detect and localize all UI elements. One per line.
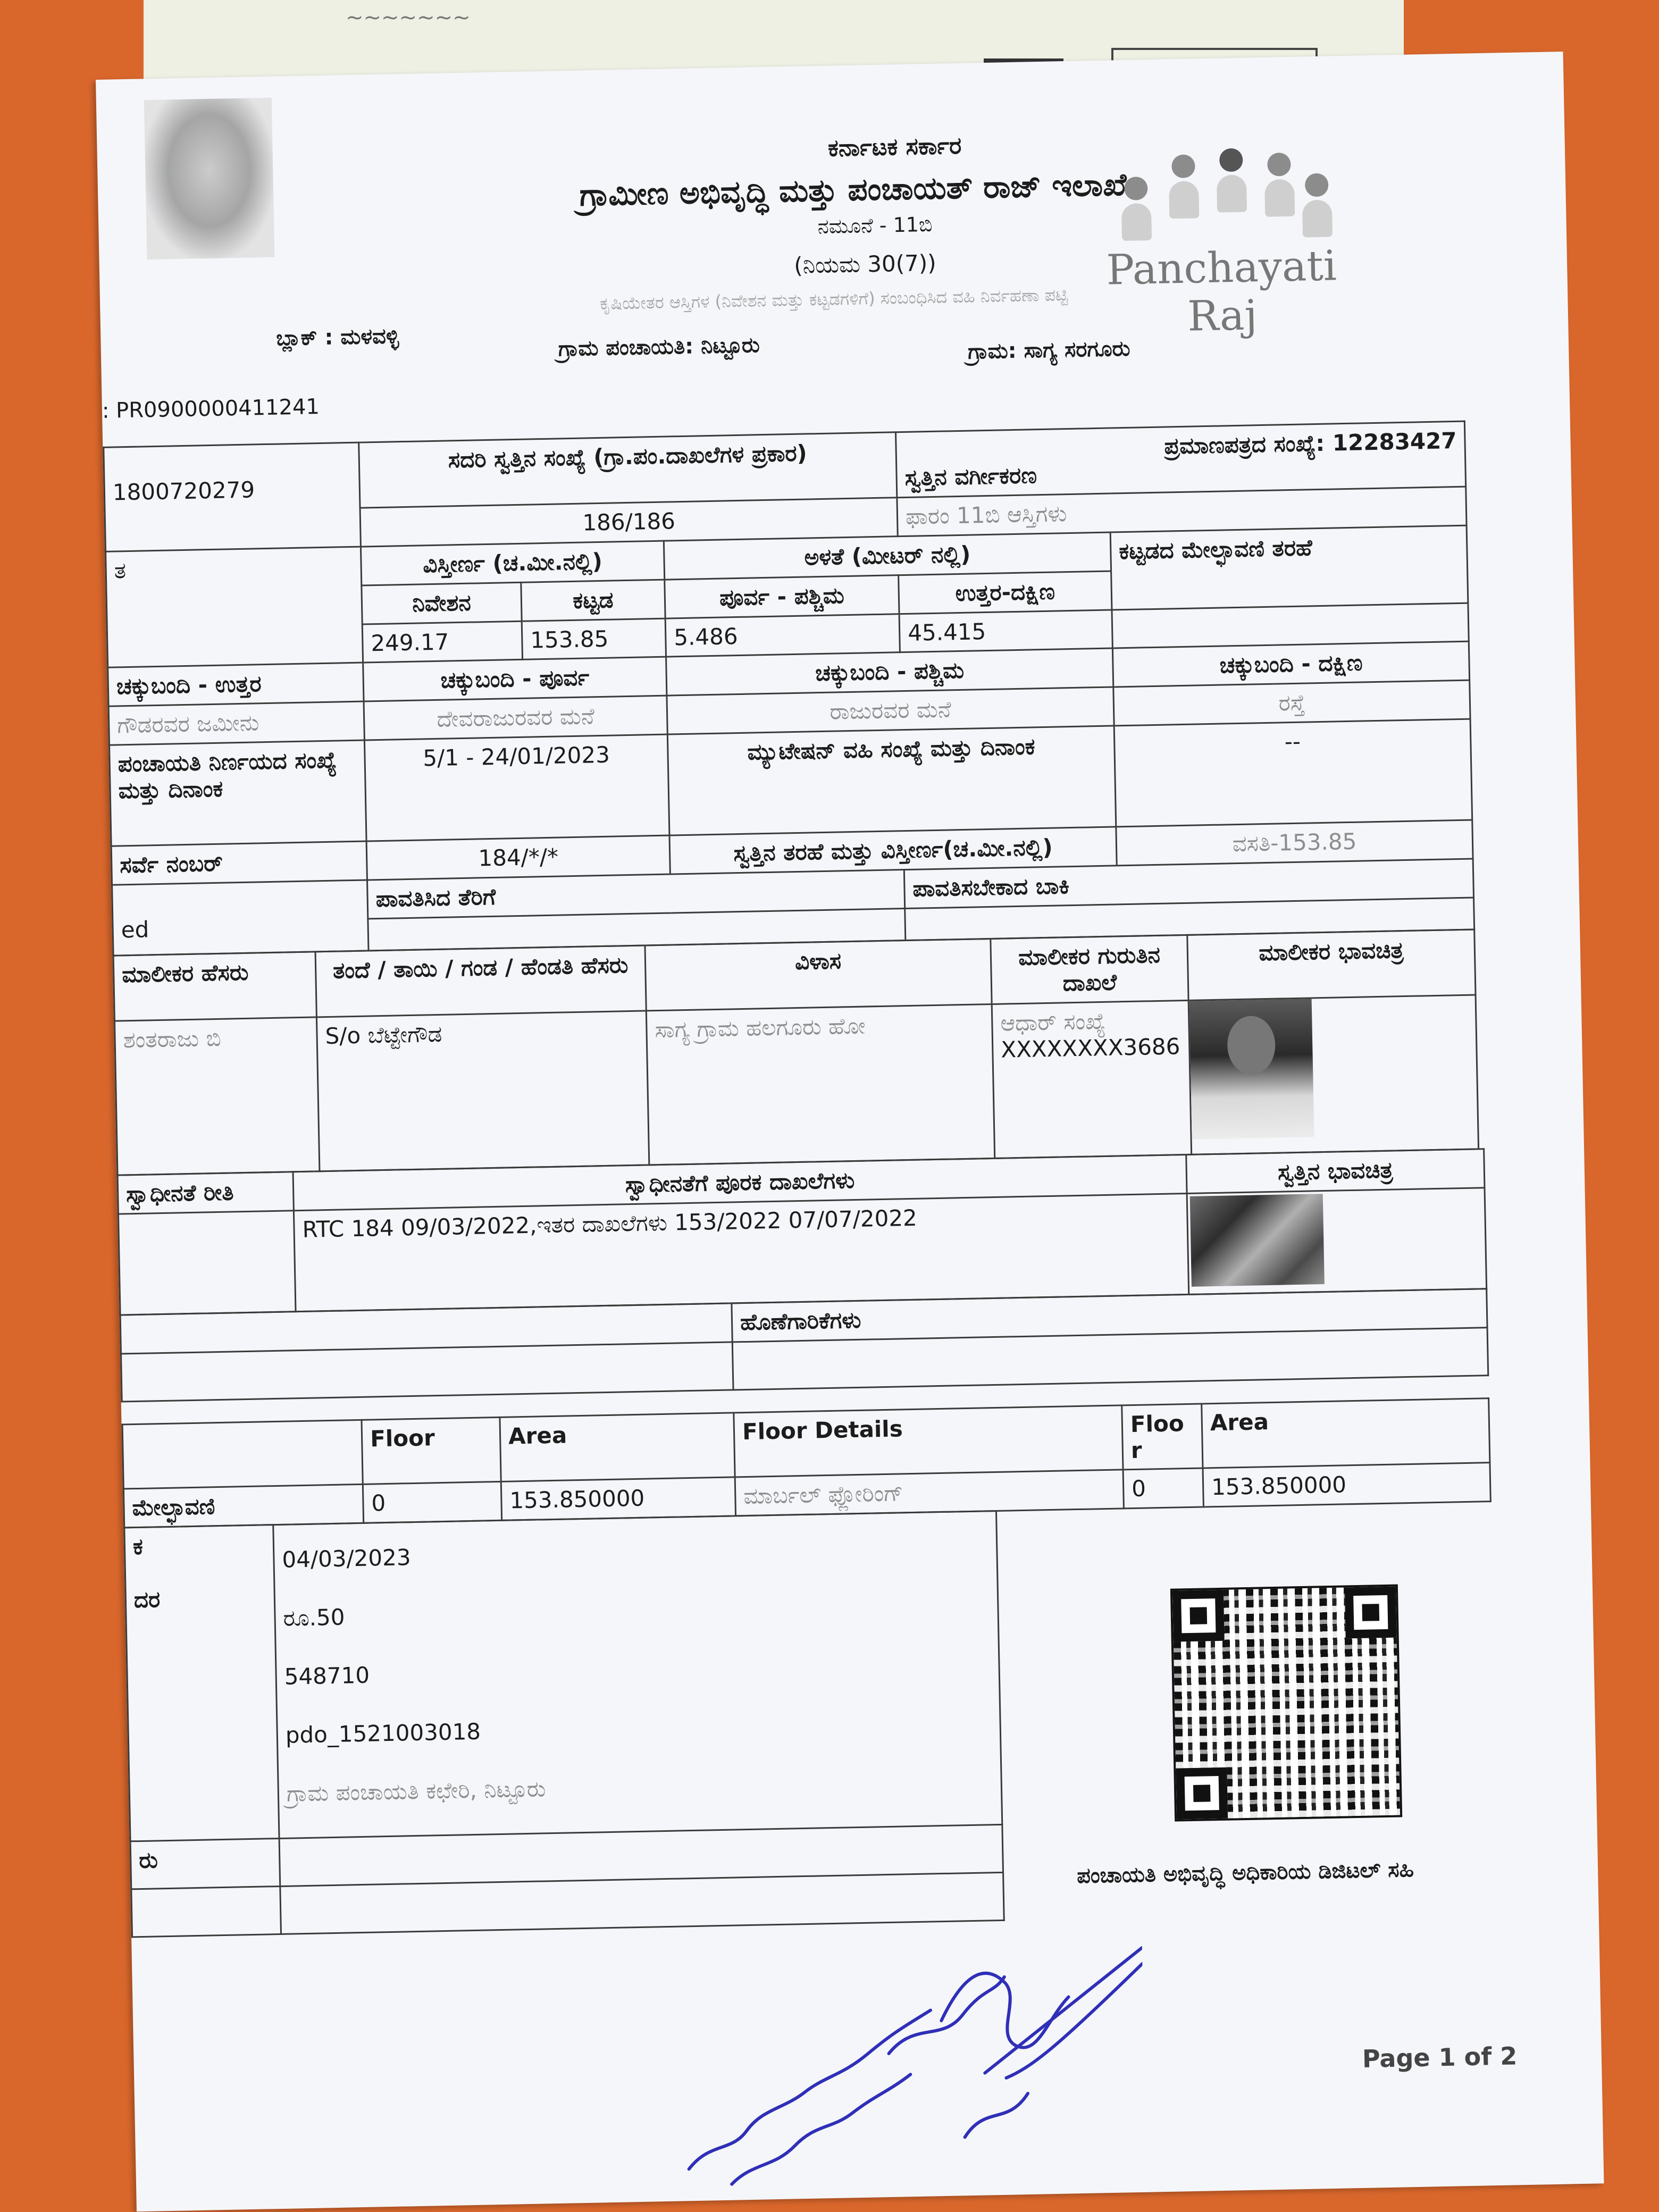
- page-number: Page 1 of 2: [1362, 2041, 1518, 2073]
- header-rule: (ನಿಯಮ 30(7)): [793, 249, 937, 279]
- floor-header: Floor: [362, 1417, 501, 1484]
- owner-address: ಸಾಗ್ಯ ಗ್ರಾಮ ಹಲಗೂರು ಹೋ: [646, 1004, 994, 1164]
- issue-labels: [124, 1525, 279, 1841]
- issue-label-3: ರು: [130, 1838, 280, 1889]
- owner-photo-cell: [1188, 995, 1478, 1154]
- site-header: ನಿವೇಶನ: [362, 582, 522, 624]
- gram-panchayat: ಗ್ರಾಮ ಪಂಚಾಯತಿ: ನಿಟ್ಟೂರು: [558, 333, 760, 362]
- issue-office: ಗ್ರಾಮ ಪಂಚಾಯತಿ ಕಛೇರಿ, ನಿಟ್ಟೂರು: [286, 1775, 546, 1807]
- floor-value-2: 0: [1123, 1468, 1203, 1509]
- owner-id: [992, 1000, 1191, 1158]
- floors-left-label: ಮೇಲ್ಛಾವಣಿ: [123, 1484, 363, 1528]
- floor-details-value: ಮಾರ್ಬಲ್ ಫ್ಲೋರಿಂಗ್: [735, 1470, 1124, 1516]
- handwritten-signature: [663, 1911, 1147, 2196]
- property-id: : PR0900000411241: [102, 395, 320, 423]
- document-sheet: [96, 52, 1604, 2211]
- owner-name-header: ಮಾಲೀಕರ ಹೆಸರು: [113, 952, 316, 1021]
- property-type-label: ಸ್ವತ್ತಿನ ತರಹೆ ಮತ್ತು ವಿಸ್ತೀರ್ಣ(ಚ.ಮೀ.ನಲ್ಲಿ): [669, 827, 1117, 874]
- tax-due-label: ಪಾವತಿಸಬೇಕಾದ ಬಾಕಿ: [904, 859, 1473, 909]
- issue-fee: ರೂ.50: [283, 1604, 345, 1631]
- north-south-value: 45.415: [899, 610, 1112, 652]
- issue-blank-left: [131, 1886, 281, 1937]
- roof-type-value: [1112, 603, 1469, 648]
- issue-user: pdo_1521003018: [285, 1718, 481, 1748]
- certificate-number: ಪ್ರಮಾಣಪತ್ರದ ಸಂಖ್ಯೆ: 12283427: [1164, 427, 1457, 459]
- classification-header: [896, 421, 1466, 498]
- owner-id-type: ಆಧಾರ್ ಸಂಖ್ಯೆ: [1000, 1008, 1106, 1036]
- classification-label: ಸ್ವತ್ತಿನ ವರ್ಗೀಕರಣ: [904, 462, 1037, 491]
- tax-left-label: ed: [112, 880, 368, 956]
- survey-number-label: ಸರ್ವೆ ನಂಬರ್: [111, 841, 367, 885]
- property-photo-cell: [1187, 1188, 1487, 1295]
- building-extent: 153.85: [522, 618, 666, 659]
- ownership-docs-header: ಸ್ವಾಧೀನತೆಗೆ ಪೂರಕ ದಾಖಲೆಗಳು: [293, 1155, 1187, 1211]
- area-header: Area: [500, 1413, 735, 1481]
- owner-photo: [1189, 999, 1314, 1139]
- owner-relation-header: ತಂದೆ / ತಾಯಿ / ಗಂಡ / ಹೆಂಡತಿ ಹೆಸರು: [315, 945, 646, 1017]
- boundary-east-header: ಚಕ್ಕುಬಂದಿ - ಪೂರ್ವ: [363, 657, 667, 701]
- issue-details: [273, 1511, 1002, 1838]
- owner-id-value: XXXXXXXX3686: [1000, 1033, 1180, 1063]
- issue-receipt: 548710: [284, 1662, 370, 1690]
- header-subtitle: ಕೃಷಿಯೇತರ ಆಸ್ತಿಗಳ (ನಿವೇಶನ ಮತ್ತು ಕಟ್ಟಡಗಳಿಗೆ) ಸಂಬಂಧಿಸಿದ ವಹಿ ನಿರ್ವಹಣಾ ಪಟ್ಟಿ: [599, 284, 1068, 314]
- boundary-north-header: ಚಕ್ಕುಬಂದಿ - ಉತ್ತರ: [108, 663, 364, 706]
- site-extent: 249.17: [362, 621, 522, 663]
- floor-header-2: Floor: [1122, 1404, 1203, 1470]
- issue-label-2: ದರ: [133, 1586, 161, 1613]
- property-photo-header: ಸ್ವತ್ತಿನ ಭಾವಚಿತ್ರ: [1186, 1149, 1485, 1194]
- north-south-header: ಉತ್ತರ-ದಕ್ಷಿಣ: [899, 571, 1112, 614]
- logo-text: Panchayati Raj: [1105, 242, 1337, 341]
- boundary-south: ರಸ್ತೆ: [1113, 680, 1470, 726]
- mutation-value: --: [1114, 719, 1472, 827]
- mutation-label: ಮ್ಯುಟೇಷನ್ ವಹಿ ಸಂಖ್ಯೆ ಮತ್ತು ದಿನಾಂಕ: [667, 726, 1116, 835]
- ownership-mode: [118, 1211, 296, 1315]
- left-id: 1800720279: [104, 442, 361, 551]
- extent-header: ವಿಸ್ತೀರ್ಣ (ಚ.ಮೀ.ನಲ್ಲಿ): [361, 541, 664, 585]
- area-value: 153.850000: [501, 1477, 735, 1520]
- taluk: ಬ್ಲಾಕ್ : ಮಳವಳ್ಳಿ: [275, 324, 399, 351]
- owner-name: ಶಂತರಾಜು ಬಿ: [114, 1017, 319, 1175]
- boundary-north: ಗೌಡರವರ ಜಮೀನು: [108, 701, 364, 745]
- property-photo: [1190, 1194, 1325, 1287]
- boundary-south-header: ಚಕ್ಕುಬಂದಿ - ದಕ್ಷಿಣ: [1112, 641, 1469, 687]
- ownership-mode-header: ಸ್ವಾಧೀನತೆ ರೀತಿ: [118, 1172, 294, 1214]
- property-number: 186/186: [360, 498, 898, 547]
- ownership-docs: RTC 184 09/03/2022,ಇತರ ದಾಖಲೆಗಳು 153/2022 07/07/2022: [294, 1193, 1188, 1311]
- digital-signature-caption: ಪಂಚಾಯತಿ ಅಭಿವೃದ್ಧಿ ಅಧಿಕಾರಿಯ ಡಿಜಿಟಲ್ ಸಹಿ: [1076, 1857, 1414, 1889]
- building-header: ಕಟ್ಟಡ: [521, 580, 665, 621]
- r2-left-label: ತ: [106, 547, 363, 667]
- property-type-value: ವಸತಿ-153.85: [1116, 820, 1473, 866]
- floor-details-header: Floor Details: [734, 1405, 1123, 1477]
- resolution-label: ಪಂಚಾಯತಿ ನಿರ್ಣಯದ ಸಂಖ್ಯೆ ಮತ್ತು ದಿನಾಂಕ: [110, 740, 367, 846]
- liabilities-header: ಹೊಣೆಗಾರಿಕೆಗಳು: [732, 1289, 1487, 1342]
- boundary-west-header: ಚಕ್ಕುಬಂದಿ - ಪಶ್ಚಿಮ: [666, 648, 1113, 696]
- boundary-east: ದೇವರಾಜುರವರ ಮನೆ: [364, 696, 667, 740]
- boundary-west: ರಾಜುರವರ ಮನೆ: [667, 687, 1114, 734]
- owner-id-header: ಮಾಲೀಕರ ಗುರುತಿನ ದಾಖಲೆ: [991, 935, 1188, 1004]
- header-govt: ಕರ್ನಾಟಕ ಸರ್ಕಾರ: [827, 132, 962, 162]
- header-department: ಗ್ರಾಮೀಣ ಅಭಿವೃದ್ಧಿ ಮತ್ತು ಪಂಚಾಯತ್ ರಾಜ್ ಇಲಾಖೆ: [579, 166, 1127, 213]
- floor-value: 0: [363, 1481, 501, 1523]
- back-paper-text: ~~~~~~~: [346, 5, 471, 30]
- roof-type-header: ಕಟ್ಟಡದ ಮೇಲ್ಛಾವಣಿ ತರಹೆ: [1110, 525, 1468, 610]
- owner-photo-header: ಮಾಲೀಕರ ಭಾವಚಿತ್ರ: [1187, 929, 1476, 1000]
- area-value-2: 153.850000: [1203, 1463, 1490, 1507]
- survey-number: 184/*/*: [366, 835, 670, 880]
- area-header-2: Area: [1202, 1398, 1490, 1468]
- issue-label-1: ಕ: [132, 1533, 144, 1560]
- qr-code-icon: [1172, 1587, 1400, 1820]
- resolution-value: 5/1 - 24/01/2023: [364, 734, 669, 841]
- owner-relation: S/o ಬೆಟ್ಟೇಗೌಡ: [316, 1011, 649, 1171]
- issue-date: 04/03/2023: [282, 1544, 412, 1573]
- dimension-header: ಅಳತೆ (ಮೀಟರ್ ನಲ್ಲಿ): [664, 532, 1111, 580]
- classification-value: ಫಾರಂ 11ಬಿ ಆಸ್ತಿಗಳು: [897, 487, 1467, 537]
- east-west-header: ಪೂರ್ವ - ಪಶ್ಚಿಮ: [665, 575, 899, 618]
- floors-left-header: [122, 1420, 363, 1489]
- header-form: ನಮೂನೆ - 11ಬಿ: [817, 212, 933, 238]
- east-west-value: 5.486: [665, 614, 900, 657]
- owner-address-header: ವಿಳಾಸ: [645, 939, 992, 1010]
- property-number-header: ಸದರಿ ಸ್ವತ್ತಿನ ಸಂಖ್ಯೆ (ಗ್ರಾ.ಪಂ.ದಾಖಲೆಗಳ ಪ್ರಕಾರ): [359, 432, 897, 508]
- village: ಗ್ರಾಮ: ಸಾಗ್ಯ ಸರಗೂರು: [967, 336, 1130, 364]
- tax-paid-label: ಪಾವತಿಸಿದ ತೆರಿಗೆ: [367, 870, 904, 919]
